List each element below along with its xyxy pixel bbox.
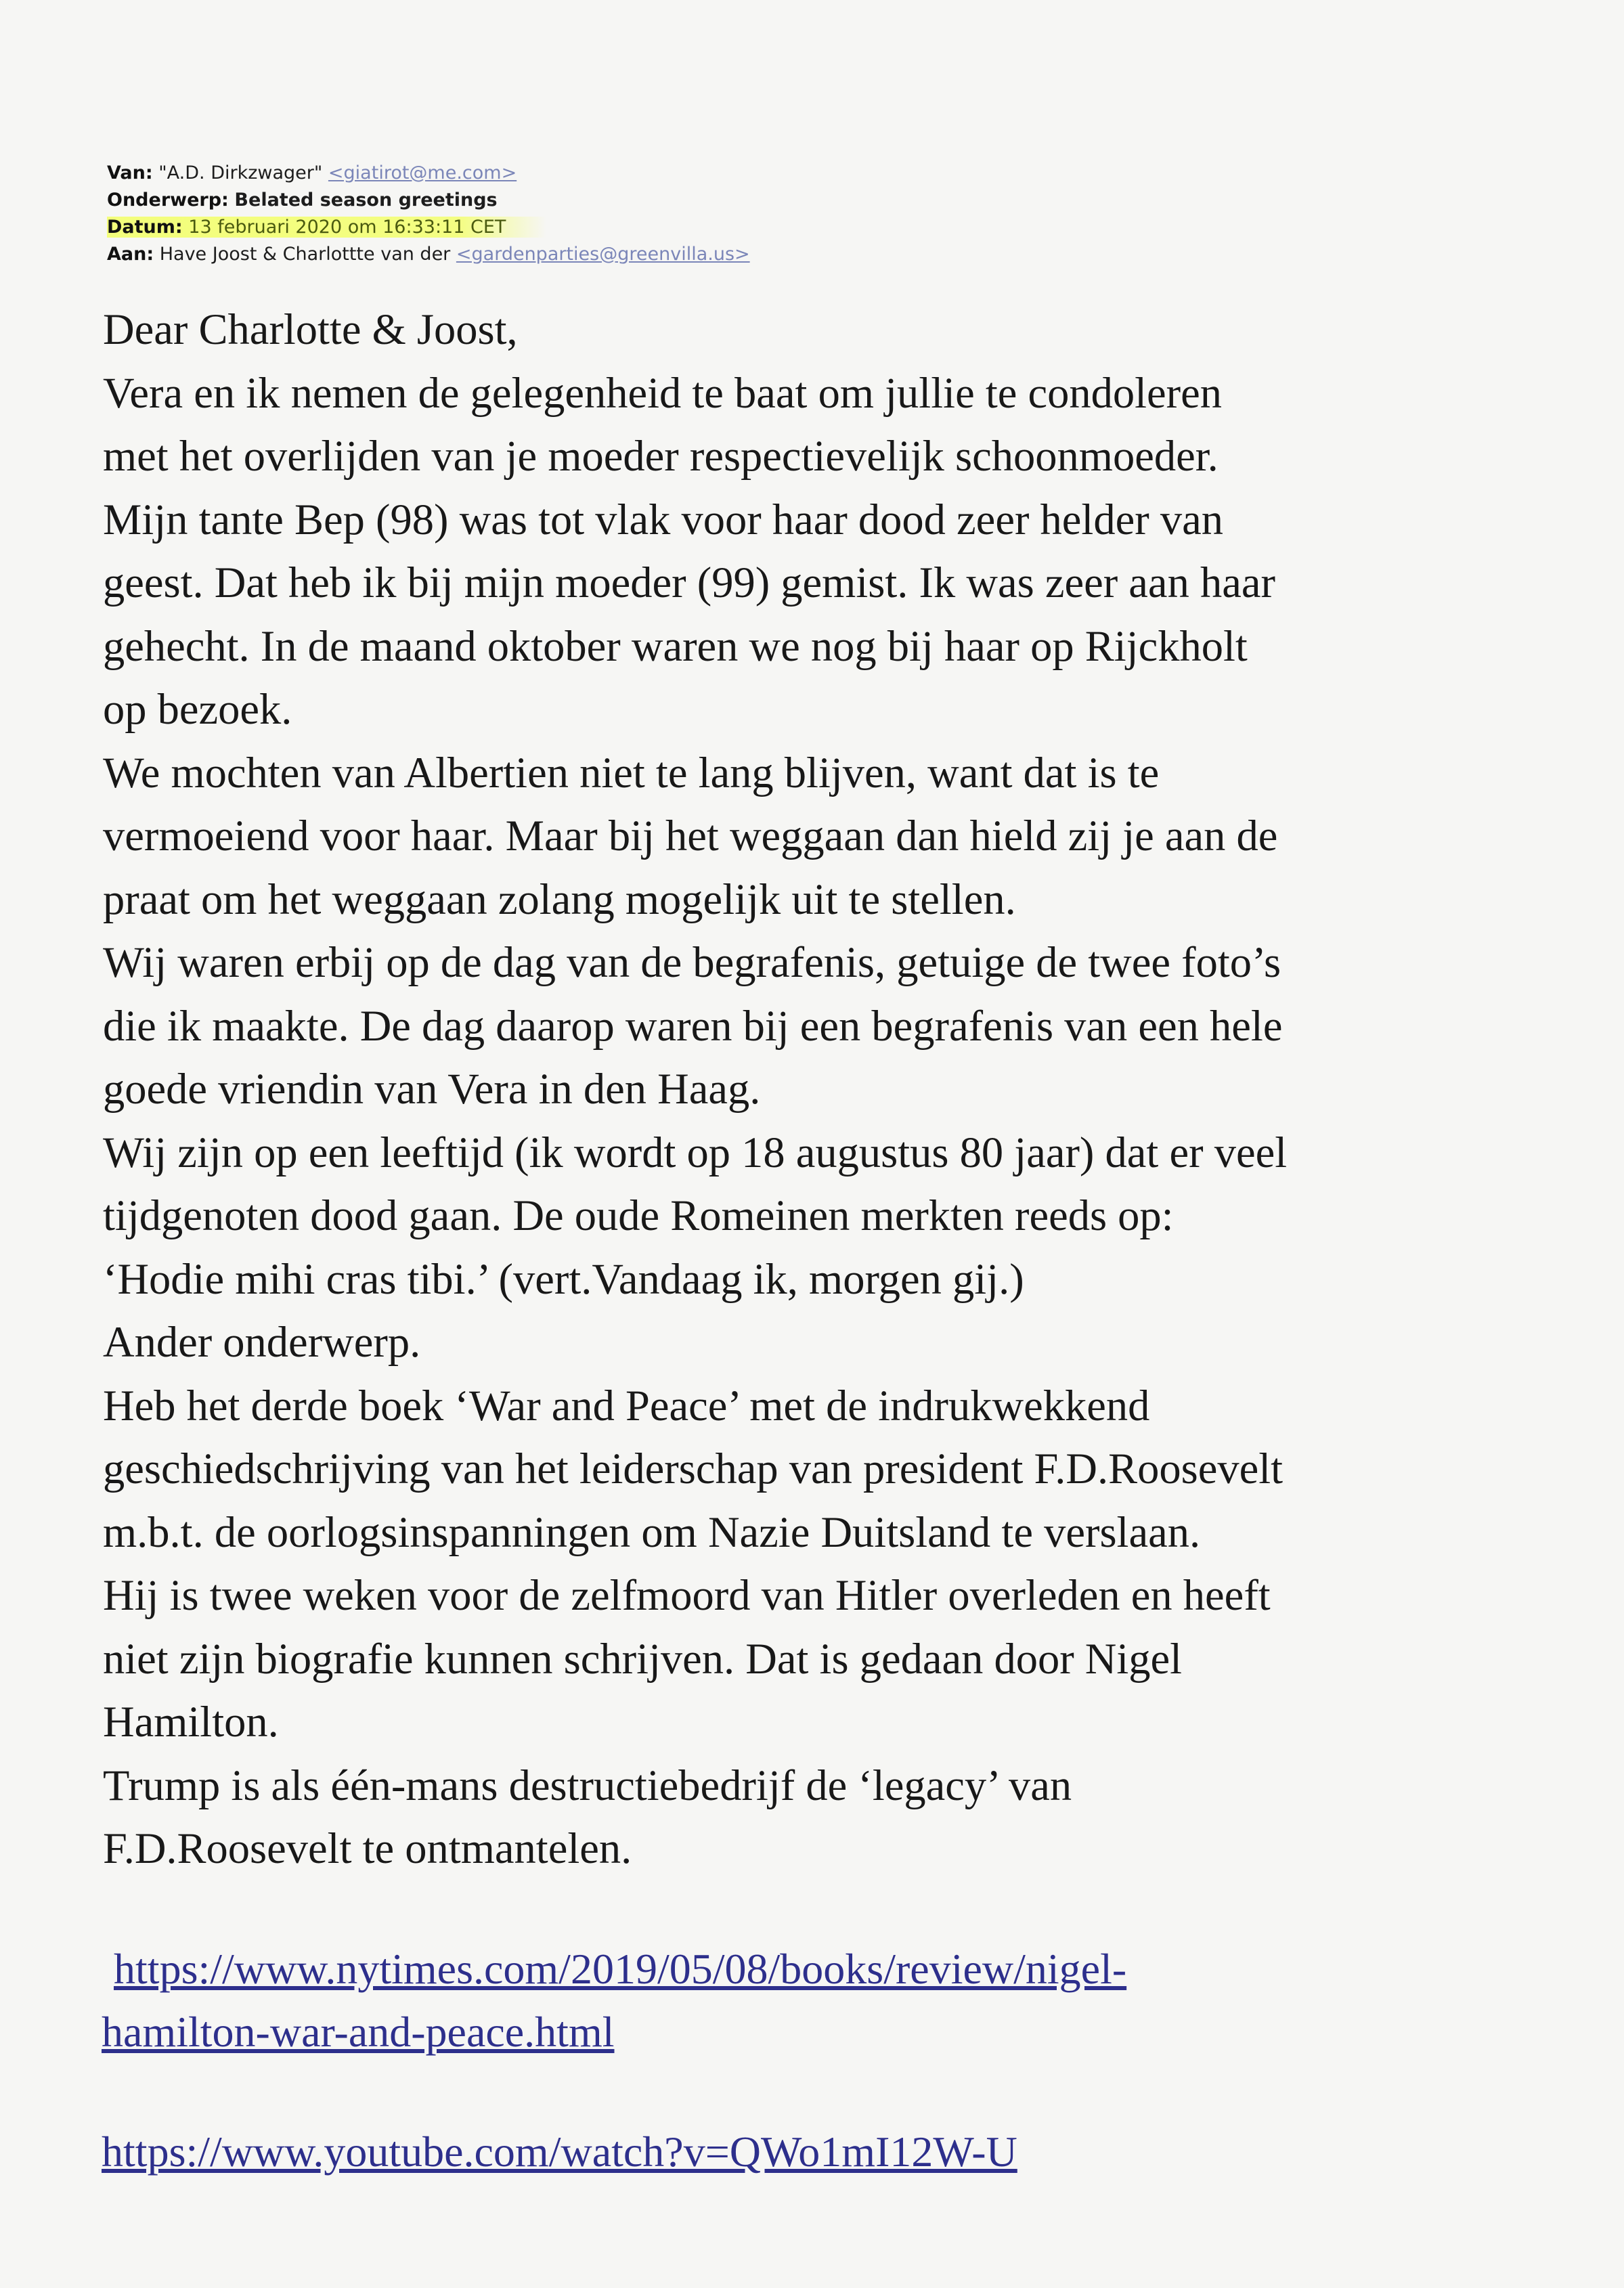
youtube-link[interactable]: https://www.youtube.com/watch?v=QWo1mI12W-U bbox=[102, 2128, 1017, 2176]
subject-label: Onderwerp: bbox=[107, 190, 229, 211]
letter-line: gehecht. In de maand oktober waren we nog bij haar op Rijckholt bbox=[103, 621, 1248, 670]
letter-line: m.b.t. de oorlogsinspanningen om Nazie Duitsland te verslaan. bbox=[103, 1508, 1201, 1556]
letter-line: Wij waren erbij op de dag van de begrafenis, getuige de twee foto’s bbox=[103, 938, 1281, 986]
letter-line: tijdgenoten dood gaan. De oude Romeinen merkten reeds op: bbox=[103, 1191, 1174, 1239]
letter-line: Mijn tante Bep (98) was tot vlak voor haar dood zeer helder van bbox=[103, 495, 1223, 544]
header-from-row bbox=[107, 160, 1055, 187]
letter-line: goede vriendin van Vera in den Haag. bbox=[103, 1065, 761, 1113]
letter-body bbox=[103, 298, 1531, 1880]
to-email-link[interactable]: <gardenparties@greenvilla.us> bbox=[456, 244, 750, 265]
letter-line: niet zijn biografie kunnen schrijven. Dat is gedaan door Nigel bbox=[103, 1634, 1183, 1683]
letter-line: Hamilton. bbox=[103, 1698, 279, 1746]
date-text: 13 februari 2020 om 16:33:11 CET bbox=[188, 217, 506, 238]
letter-line: Heb het derde boek ‘War and Peace’ met de indrukwekkend bbox=[103, 1381, 1150, 1430]
letter-line: vermoeiend voor haar. Maar bij het weggaan dan hield zij je aan de bbox=[103, 812, 1278, 860]
header-date-row bbox=[107, 214, 1055, 241]
nytimes-link-line2[interactable]: hamilton-war-and-peace.html bbox=[102, 2008, 615, 2056]
letter-line: We mochten van Albertien niet te lang blijven, want dat is te bbox=[103, 748, 1160, 797]
date-label: Datum: bbox=[107, 217, 183, 238]
letter-line: Dear Charlotte & Joost, bbox=[103, 305, 518, 353]
from-name: "A.D. Dirkzwager" bbox=[158, 162, 323, 183]
letter-line: geest. Dat heb ik bij mijn moeder (99) gemist. Ik was zeer aan haar bbox=[103, 558, 1275, 607]
email-header bbox=[107, 160, 1055, 268]
header-subject-row bbox=[107, 187, 1055, 214]
from-email-link[interactable]: <giatirot@me.com> bbox=[328, 162, 517, 183]
letter-line: Wij zijn op een leeftijd (ik wordt op 18 augustus 80 jaar) dat er veel bbox=[103, 1128, 1288, 1176]
letter-line: op bezoek. bbox=[103, 685, 292, 733]
letter-line: die ik maakte. De dag daarop waren bij een begrafenis van een hele bbox=[103, 1001, 1283, 1050]
to-label: Aan: bbox=[107, 244, 154, 265]
date-highlight bbox=[107, 217, 546, 238]
letter-line: Hij is twee weken voor de zelfmoord van Hitler overleden en heeft bbox=[103, 1571, 1271, 1619]
nytimes-link-line1[interactable]: https://www.nytimes.com/2019/05/08/books/review/nigel- bbox=[114, 1945, 1127, 1993]
from-label: Van: bbox=[107, 162, 153, 183]
to-name: Have Joost & Charlottte van der bbox=[159, 244, 451, 265]
letter-line: Ander onderwerp. bbox=[103, 1318, 421, 1366]
header-to-row bbox=[107, 241, 1055, 268]
letter-line: Vera en ik nemen de gelegenheid te baat om jullie te condoleren bbox=[103, 368, 1223, 417]
letter-line: geschiedschrijving van het leiderschap van president F.D.Roosevelt bbox=[103, 1445, 1283, 1493]
letter-line: praat om het weggaan zolang mogelijk uit te stellen. bbox=[103, 875, 1016, 923]
letter-line: met het overlijden van je moeder respectievelijk schoonmoeder. bbox=[103, 432, 1219, 480]
letter-line: ‘Hodie mihi cras tibi.’ (vert.Vandaag ik, morgen gij.) bbox=[103, 1254, 1024, 1303]
letter-line: Trump is als één-mans destructiebedrijf de ‘legacy’ van bbox=[103, 1761, 1072, 1809]
subject-text: Belated season greetings bbox=[234, 190, 498, 211]
letter-line: F.D.Roosevelt te ontmantelen. bbox=[103, 1824, 632, 1872]
